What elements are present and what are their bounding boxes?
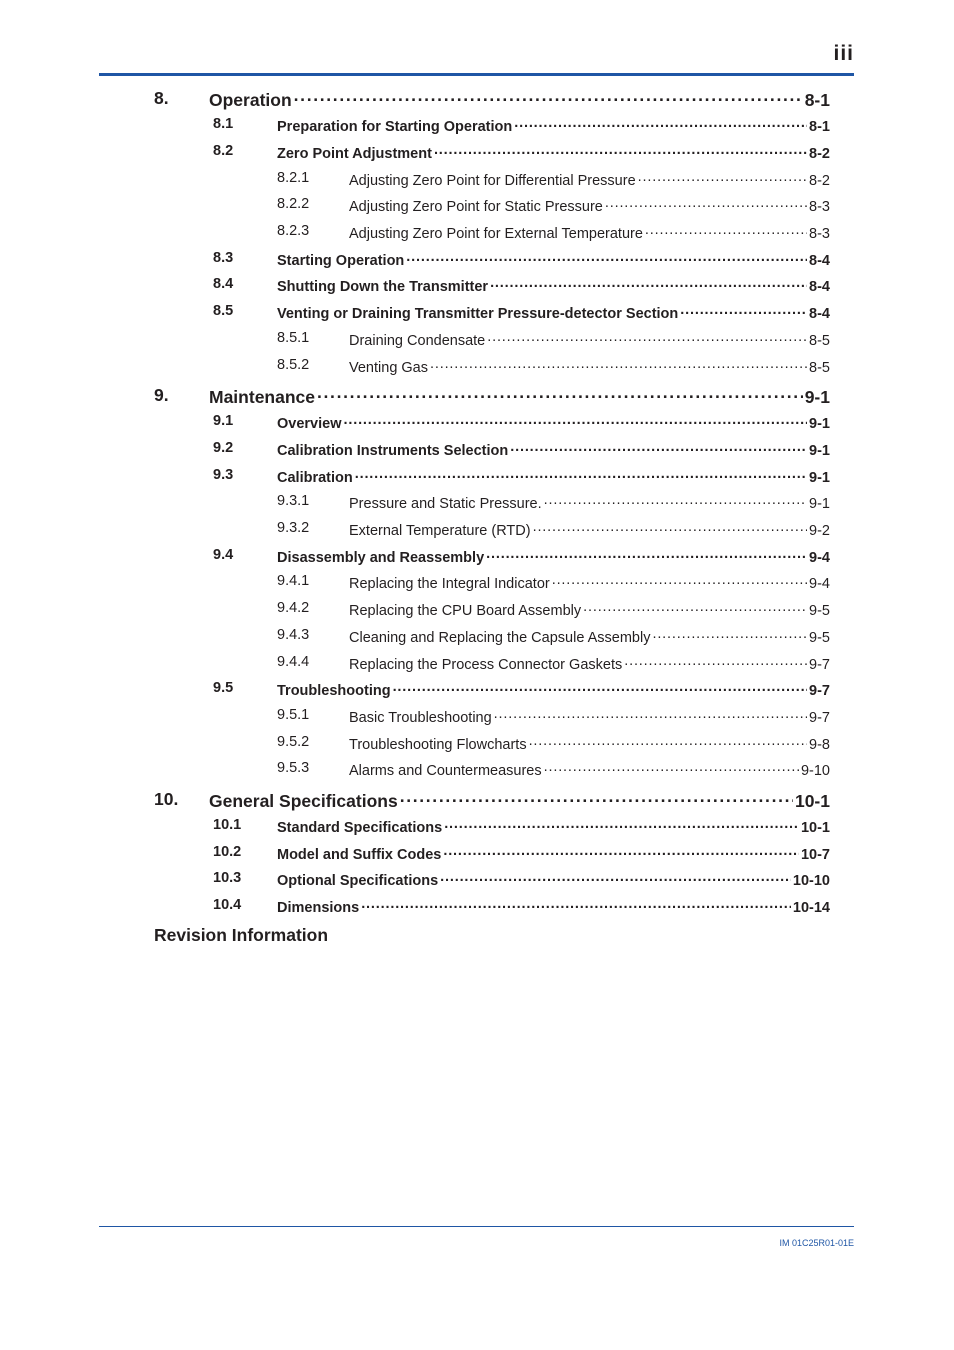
dot-leader [494,707,807,722]
toc-entry-page: 9-1 [804,386,830,407]
dot-leader [444,817,799,832]
toc-entry-number: 8. [154,88,169,108]
toc-entry-page: 8-4 [809,305,830,322]
toc-entry-title: Model and Suffix Codes [277,846,442,863]
toc-entry-title: Draining Condensate [349,332,486,349]
toc-entry-title-line [277,303,830,322]
toc-entry-title-line [349,357,830,376]
toc-entry-section[interactable] [0,276,954,296]
dot-leader [638,170,807,185]
toc-entry-number: 9.5 [213,680,234,696]
toc-entry-title-line [277,680,830,699]
toc-entry-number: 9.4.2 [277,600,310,616]
toc-entry-number: 9.4 [213,547,234,563]
toc-entry-subsection[interactable] [0,357,954,377]
toc-entry-page: 10-7 [800,846,830,863]
toc-entry-title-line [277,143,830,162]
dot-leader [529,734,807,749]
toc-entry-page: 9-4 [809,575,830,592]
page-number: iii [833,42,854,65]
toc-entry-title-line [209,789,830,812]
toc-entry-title-line [277,116,830,135]
toc-entry-title-line [277,467,830,486]
toc-entry-title: Dimensions [277,899,360,916]
toc-entry-title-line [349,600,830,619]
toc-entry-title: Replacing the Integral Indicator [349,575,550,592]
dot-leader [361,897,791,912]
toc-entry-title-line [349,223,830,242]
toc-entry-title-line [277,250,830,269]
toc-entry-number: 9.3.1 [277,493,310,509]
toc-entry-title: Adjusting Zero Point for External Temperature [349,225,643,242]
toc-entry-page: 8-4 [809,252,830,269]
toc-entry-section[interactable] [0,547,954,567]
toc-entry-page: 9-2 [809,522,830,539]
dot-leader [393,680,807,695]
dot-leader [652,627,807,642]
toc-entry-page: 8-5 [809,332,830,349]
toc-entry-page: 8-1 [804,89,830,110]
toc-entry-number: 9. [154,385,169,405]
toc-entry-number: 10.1 [213,817,242,833]
toc-entry-title-line [277,413,830,432]
toc-entry-page: 9-7 [809,656,830,673]
footer-rule [99,1226,854,1227]
toc-entry-subsection[interactable] [0,627,954,647]
dot-leader [486,547,807,562]
toc-entry-number: 8.4 [213,276,234,292]
header-rule [99,73,854,76]
toc-entry-title: Basic Troubleshooting [349,709,492,726]
toc-entry-section[interactable] [0,413,954,433]
toc-entry-title: Adjusting Zero Point for Static Pressure [349,198,603,215]
toc-entry-title: Calibration [277,469,353,486]
dot-leader [400,789,793,807]
toc-entry-number: 9.3.2 [277,520,310,536]
dot-leader [544,760,799,775]
toc-entry-title: Optional Specifications [277,872,439,889]
toc-entry-title: Maintenance [209,386,315,407]
toc-entry-page: 8-2 [809,145,830,162]
toc-entry-number: 10.2 [213,844,242,860]
toc-entry-subsection[interactable] [0,170,954,190]
toc-entry-title: Shutting Down the Transmitter [277,278,489,295]
toc-entry-page: 9-7 [809,682,830,699]
dot-leader [680,303,807,318]
toc-entry-subsection[interactable] [0,760,954,780]
toc-entry-page: 8-4 [809,278,830,295]
toc-entry-page: 8-3 [809,198,830,215]
toc-entry-title: Preparation for Starting Operation [277,118,513,135]
toc-entry-title-line [277,276,830,295]
dot-leader [406,250,807,265]
toc-entry-number: 8.2.3 [277,223,310,239]
dot-leader [440,870,791,885]
toc-entry-title-line [349,734,830,753]
toc-entry-section[interactable] [0,817,954,837]
toc-entry-page: 9-1 [809,415,830,432]
toc-entry-number: 8.1 [213,116,234,132]
toc-entry-page: 9-1 [809,495,830,512]
dot-leader [552,573,807,588]
toc-entry-subsection[interactable] [0,493,954,513]
toc-entry-number: 10.4 [213,897,242,913]
toc-entry-subsection[interactable] [0,734,954,754]
toc-entry-title-line [349,196,830,215]
toc-entry-section[interactable] [0,143,954,163]
toc-entry-page: 9-1 [809,469,830,486]
revision-information-heading[interactable]: Revision Information [154,925,329,945]
toc-entry-title: Adjusting Zero Point for Differential Pressure [349,172,636,189]
toc-entry-title-line [277,844,830,863]
dot-leader [624,654,807,669]
toc-entry-section[interactable] [0,303,954,323]
dot-leader [317,385,803,403]
toc-entry-title: External Temperature (RTD) [349,522,531,539]
toc-entry-number: 9.5.1 [277,707,310,723]
toc-entry-subsection[interactable] [0,573,954,593]
toc-entry-title: Starting Operation [277,252,405,269]
toc-entry-title-line [349,627,830,646]
toc-entry-page: 8-2 [809,172,830,189]
toc-entry-page: 9-4 [809,549,830,566]
toc-entry-number: 10. [154,789,179,809]
toc-entry-title-line [349,760,830,779]
toc-entry-number: 8.2.1 [277,170,310,186]
dot-leader [294,88,803,106]
toc-entry-title: General Specifications [209,790,398,811]
toc-entry-subsection[interactable] [0,654,954,674]
toc-entry-title-line [277,897,830,916]
dot-leader [544,493,807,508]
toc-entry-page: 10-1 [800,819,830,836]
toc-entry-title: Disassembly and Reassembly [277,549,485,566]
toc-entry-chapter[interactable] [0,88,954,108]
toc-entry-title: Pressure and Static Pressure. [349,495,542,512]
dot-leader [533,520,807,535]
toc-entry-title-line [349,654,830,673]
toc-entry-title: Replacing the Process Connector Gaskets [349,656,623,673]
toc-entry-title-line [209,88,830,111]
toc-entry-subsection[interactable] [0,600,954,620]
toc-entry-section[interactable] [0,897,954,917]
toc-entry-number: 10.3 [213,870,242,886]
toc-entry-number: 9.3 [213,467,234,483]
toc-entry-number: 8.5 [213,303,234,319]
toc-entry-title: Standard Specifications [277,819,443,836]
document-code: IM 01C25R01-01E [779,1238,854,1248]
toc-entry-page: 10-10 [792,872,830,889]
dot-leader [443,844,799,859]
toc-entry-number: 9.4.1 [277,573,310,589]
toc-entry-title: Replacing the CPU Board Assembly [349,602,582,619]
toc-entry-subsection[interactable] [0,330,954,350]
toc-entry-section[interactable] [0,844,954,864]
dot-leader [490,276,807,291]
toc-entry-number: 8.2.2 [277,196,310,212]
toc-entry-section[interactable] [0,680,954,700]
toc-entry-page: 9-1 [809,442,830,459]
toc-entry-subsection[interactable] [0,520,954,540]
toc-entry-page: 9-7 [809,709,830,726]
toc-entry-page: 9-10 [800,762,830,779]
toc-entry-page: 9-5 [809,602,830,619]
toc-entry-title-line [349,520,830,539]
toc-entry-title-line [349,330,830,349]
toc-entry-title: Calibration Instruments Selection [277,442,509,459]
dot-leader [514,116,807,131]
toc-entry-title-line [277,547,830,566]
toc-entry-title-line [209,385,830,408]
toc-entry-title-line [349,493,830,512]
dot-leader [430,357,807,372]
toc-entry-title: Zero Point Adjustment [277,145,432,162]
toc-entry-title-line [349,707,830,726]
toc-entry-page: 10-14 [792,899,830,916]
toc-entry-number: 8.2 [213,143,234,159]
dot-leader [487,330,807,345]
toc-entry-section[interactable] [0,440,954,460]
toc-entry-title: Cleaning and Replacing the Capsule Assembly [349,629,651,646]
toc-entry-title-line [277,817,830,836]
toc-entry-subsection[interactable] [0,707,954,727]
dot-leader [583,600,807,615]
toc-entry-title-line [349,573,830,592]
toc-entry-section[interactable] [0,250,954,270]
toc-entry-section[interactable] [0,116,954,136]
toc-entry-page: 8-5 [809,359,830,376]
dot-leader [645,223,807,238]
toc-entry-number: 9.5.2 [277,734,310,750]
toc-entry-number: 8.5.2 [277,357,310,373]
toc-entry-number: 8.5.1 [277,330,310,346]
toc-entry-number: 9.4.4 [277,654,310,670]
dot-leader [434,143,807,158]
dot-leader [355,467,807,482]
dot-leader [344,413,808,428]
toc-entry-subsection[interactable] [0,196,954,216]
toc-entry-chapter[interactable] [0,789,954,809]
toc-entry-title: Venting or Draining Transmitter Pressure-detector Section [277,305,679,322]
toc-entry-title-line [277,870,830,889]
toc-entry-chapter[interactable] [0,385,954,405]
toc-entry-title: Alarms and Countermeasures [349,762,542,779]
toc-entry-title-line [349,170,830,189]
toc-entry-title: Troubleshooting [277,682,391,699]
toc-entry-number: 9.2 [213,440,234,456]
toc-entry-page: 8-1 [809,118,830,135]
toc-entry-page: 9-8 [809,736,830,753]
toc-entry-section[interactable] [0,870,954,890]
toc-entry-page: 8-3 [809,225,830,242]
toc-entry-title: Venting Gas [349,359,428,376]
toc-entry-number: 9.1 [213,413,234,429]
toc-entry-number: 9.5.3 [277,760,310,776]
toc-entry-title: Operation [209,89,292,110]
toc-entry-number: 8.3 [213,250,234,266]
toc-entry-page: 10-1 [794,790,830,811]
toc-entry-title-line [277,440,830,459]
toc-entry-number: 9.4.3 [277,627,310,643]
toc-entry-title: Troubleshooting Flowcharts [349,736,527,753]
dot-leader [510,440,807,455]
toc-entry-title: Overview [277,415,342,432]
dot-leader [605,196,807,211]
toc-entry-page: 9-5 [809,629,830,646]
toc-entry-section[interactable] [0,467,954,487]
toc-entry-subsection[interactable] [0,223,954,243]
